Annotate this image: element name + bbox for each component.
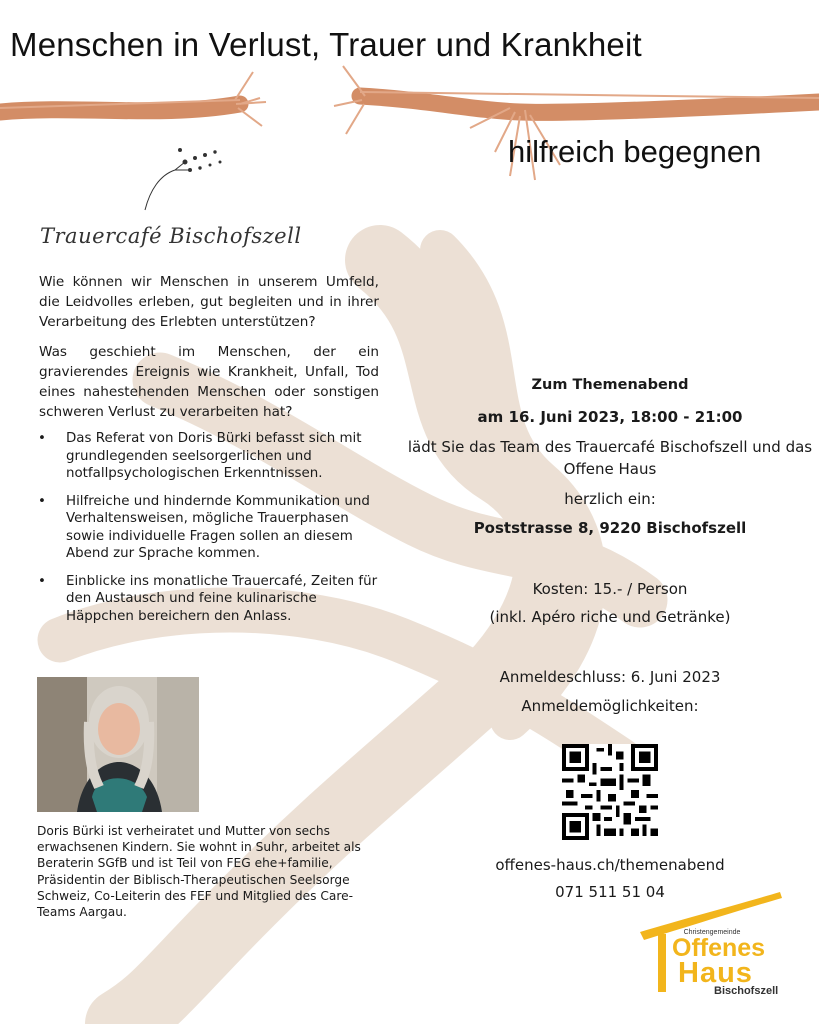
event-cost-note: (inkl. Apéro riche und Getränke) — [489, 608, 731, 626]
list-item: • Das Referat von Doris Bürki befasst sich mit grundlegenden seelsorgerlichen und notfallpsychologischen Erkenntnissen. — [36, 430, 381, 483]
event-invite: lädt Sie das Team des Trauercafé Bischofszell und das Offene Haus — [407, 438, 813, 478]
logo-line2: Haus — [678, 957, 753, 989]
event-date: am 16. Juni 2023, 18:00 - 21:00 — [477, 408, 743, 426]
logo-small-text: Christengemeinde — [683, 929, 741, 936]
page-subtitle: hilfreich begegnen — [508, 134, 762, 169]
event-address: Poststrasse 8, 9220 Bischofszell — [473, 519, 747, 537]
logo-place: Bischofszell — [714, 985, 779, 997]
intro-paragraph: Wie können wir Menschen in unserem Umfeld, die Leidvolles erleben, gut begleiten und in ihrer Verarbeitung des Erlebten unterstützen? — [39, 274, 379, 330]
event-registration-options: Anmeldemöglichkeiten: — [521, 697, 699, 715]
offenes-haus-logo — [640, 890, 790, 1000]
list-item: • Einblicke ins monatliche Trauercafé, Zeiten für den Austausch und feine kulinarische Häppchen bereichern den Anlass. — [36, 573, 381, 626]
event-cost: Kosten: 15.- / Person — [532, 580, 688, 598]
event-url-link[interactable]: offenes-haus.ch/themenabend — [495, 856, 725, 874]
bullet-list — [36, 430, 381, 635]
speaker-photo — [37, 677, 199, 812]
event-deadline: Anmeldeschluss: 6. Juni 2023 — [499, 668, 721, 686]
dandelion-icon — [145, 149, 221, 211]
event-phone[interactable]: 071 511 51 04 — [555, 883, 665, 901]
event-herzlich: herzlich ein: — [564, 490, 656, 508]
intro-paragraph: Was geschieht im Menschen, der ein gravierendes Ereignis wie Krankheit, Unfall, Tod eines nahestehenden Menschen oder sonstigen schweren Verlust zu verarbeiten hat? — [39, 344, 379, 420]
list-item: • Hilfreiche und hindernde Kommunikation und Verhaltensweisen, mögliche Trauerphasen sowie individuelle Fragen sollen an diesem Abend zur Sprache kommen. — [36, 493, 381, 563]
page-title: Menschen in Verlust, Trauer und Krankheit — [10, 26, 642, 63]
speaker-bio: Doris Bürki ist verheiratet und Mutter von sechs erwachsenen Kindern. Sie wohnt in Suhr, arbeitet als Beraterin SGfB und ist Teil von FEG ehe+familie, Präsidentin der Biblisch-Therapeutischen Seelsorge Schweiz, Co-Leiterin des FEF und Mitglied des Care-Teams Aargau. — [37, 824, 361, 920]
qr-code[interactable] — [562, 744, 658, 840]
logo-line1: Offenes — [672, 934, 766, 962]
event-heading: Zum Themenabend — [531, 377, 689, 393]
trauercafe-logo: Trauercafé Bischofszell — [40, 224, 302, 248]
